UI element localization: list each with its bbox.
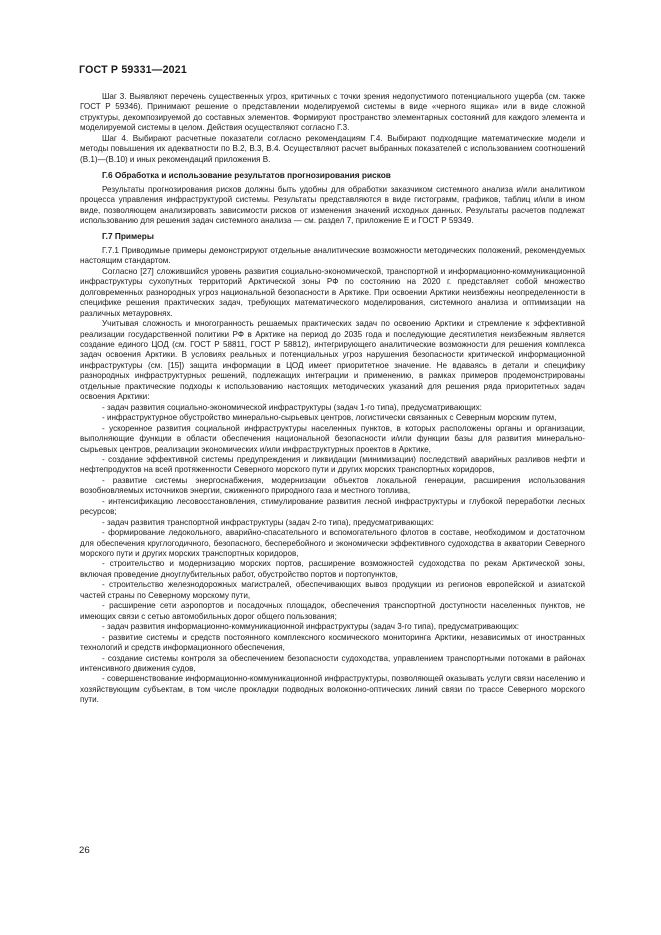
- list-item: - задач развития социально-экономической инфраструктуры (задач 1-го типа), предусматривающих:: [102, 402, 482, 412]
- list-item: - задач развития транспортной инфраструктуры (задач 2-го типа), предусматривающих:: [102, 517, 434, 527]
- list-item: - расширение сети аэропортов и посадочных площадок, обеспечения транспортной доступности населенных пунктов, не имеющих связи с сетью автомобильных дорог общего пользования;: [80, 601, 585, 621]
- section-heading-g6: Г.6 Обработка и использование результатов прогнозирования рисков: [102, 170, 391, 181]
- list-item: - развитие системы энергоснабжения, модернизации объектов локальной генерации, расширения использования возобновляемых источников энергии, сжиженного природного газа и местного топлива,: [80, 475, 585, 496]
- list-item: - строительство и модернизацию морских портов, расширение возможностей судоходства по рекам Арктической зоны, включая проведение дноуглубительных работ, обустройство портов и портопунктов,: [80, 559, 585, 579]
- paragraph-step-4: Шаг 4. Выбирают расчетные показатели согласно рекомендациям Г.4. Выбирают подходящие математические модели и методы повышения их адекватности по В.2, В.3, В.4. Осуществляют расчет выбранных показателей с использованием соотношений (В.1)—(В.10) и иных рекомендаций приложения В.: [80, 133, 585, 164]
- page-number: 26: [79, 845, 90, 856]
- paragraph-g7-3: Учитывая сложность и многогранность решаемых практических задач по освоению Арктики и стремление к эффективной реализации государственной политики РФ в Арктике на период до 2035 года и последующие десятилетия неизбежным является создание единого ЦОД (см. ГОСТ Р 58811, ГОСТ Р 58812), интегрирующего аналитические возможности для решения комплекса задач освоения Арктики. В условиях реальных и потенциальных угроз нарушения безопасности критической информационной инфраструктуры (см. [15]) защита информации в ЦОД имеет приоритетное значение. Не вдаваясь в детали и специфику разнородных инфраструктурных решений, подлежащих интеграции и применению, в рамках примеров продемонстрированы отдельные практические подходы к использованию настоящих методических указаний для решения ряда приоритетных задач освоения Арктики:: [80, 319, 585, 402]
- section-heading-g7: Г.7 Примеры: [102, 231, 154, 242]
- list-item: - строительство железнодорожных магистралей, обеспечивающих вывоз продукции из регионов европейской и азиатской частей страны по Северному морскому пути,: [80, 580, 585, 600]
- list-item: - инфраструктурное обустройство минерально-сырьевых центров, логистически связанных с Северным морским путем,: [102, 413, 557, 423]
- list-item: - формирование ледокольного, аварийно-спасательного и вспомогательного флотов в составе, необходимом и достаточном для обеспечения круглогодичного, безопасного, бесперебойного и экономически эффективного судоходства в акватории Северного морского пути и других морских транспортных коридоров,: [80, 528, 585, 559]
- paragraph-g7-1: Г.7.1 Приводимые примеры демонстрируют отдельные аналитические возможности методических положений, рекомендуемых настоящим стандартом.: [80, 245, 585, 266]
- list-item: - задач развития информационно-коммуникационной инфраструктуры (задач 3-го типа), предусматривающих:: [102, 622, 520, 632]
- list-item: - создание системы контроля за обеспечением безопасности судоходства, управлением транспортными потоками в районах интенсивного движения судов,: [80, 653, 585, 674]
- list-item: - интенсификацию лесовосстановления, стимулирование развития лесной инфраструктуры и глубокой переработки лесных ресурсов;: [80, 496, 585, 517]
- page-content: [80, 92, 585, 706]
- list-item: - создание эффективной системы предупреждения и ликвидации (минимизации) последствий аварийных разливов нефти и нефтепродуктов на всей протяженности Северного морского пути и других морских транспортных коридоров,: [80, 454, 585, 475]
- list-item: - развитие системы и средств постоянного комплексного космического мониторинга Арктики, независимых от иностранных технологий и средств информационного обеспечения,: [80, 632, 585, 653]
- document-header: ГОСТ Р 59331—2021: [79, 64, 187, 76]
- paragraph-step-3: Шаг 3. Выявляют перечень существенных угроз, критичных с точки зрения недопустимого потенциального ущерба (см. также ГОСТ Р 59346). Принимают решение о представлении моделируемой системы в виде «черного ящика» или в виде сложной структуры, декомпозируемой до составных элементов. Формируют пространство элементарных состояний для каждого элемента и моделируемой системы в целом. Действия осуществляют согласно Г.3.: [80, 92, 585, 133]
- list-item: - совершенствование информационно-коммуникационной инфраструктуры, позволяющей оказывать услуги связи населению и хозяйствующим субъектам, в том числе прокладки подводных волоконно-оптических линий связи по трассе Северного морского пути.: [80, 674, 585, 705]
- paragraph-g6: Результаты прогнозирования рисков должны быть удобны для обработки заказчиком системного анализа и/или аналитиком процесса управления инфраструктурой системы. Результаты представляются в виде гистограмм, графиков, таблиц и/или в ином виде, позволяющем анализировать зависимости рисков от изменения значений исходных данных. Результаты расчетов подлежат использованию для решения задач системного анализа — см. раздел 7, приложение Е и ГОСТ Р 59349.: [80, 184, 585, 225]
- paragraph-g7-2: Согласно [27] сложившийся уровень развития социально-экономической, транспортной и информационно-коммуникационной инфраструктуры сухопутных территорий Арктической зоны РФ по состоянию на 2020 г. представляет собой множество долговременных разнородных угроз национальной безопасности в Арктике. При освоении Арктики неизбежны неопределенности в специфике решения практических задач, требующих математического моделирования, системного анализа и оптимизации на различных метауровнях.: [80, 266, 585, 318]
- list-item: - ускоренное развития социальной инфраструктуры населенных пунктов, в которых расположены органы и организации, выполняющие функции в области обеспечения национальной безопасности и/или функции базы для развития минерально-сырьевых центров, реализации экономических и/или инфраструктурных проектов в Арктике,: [80, 423, 585, 454]
